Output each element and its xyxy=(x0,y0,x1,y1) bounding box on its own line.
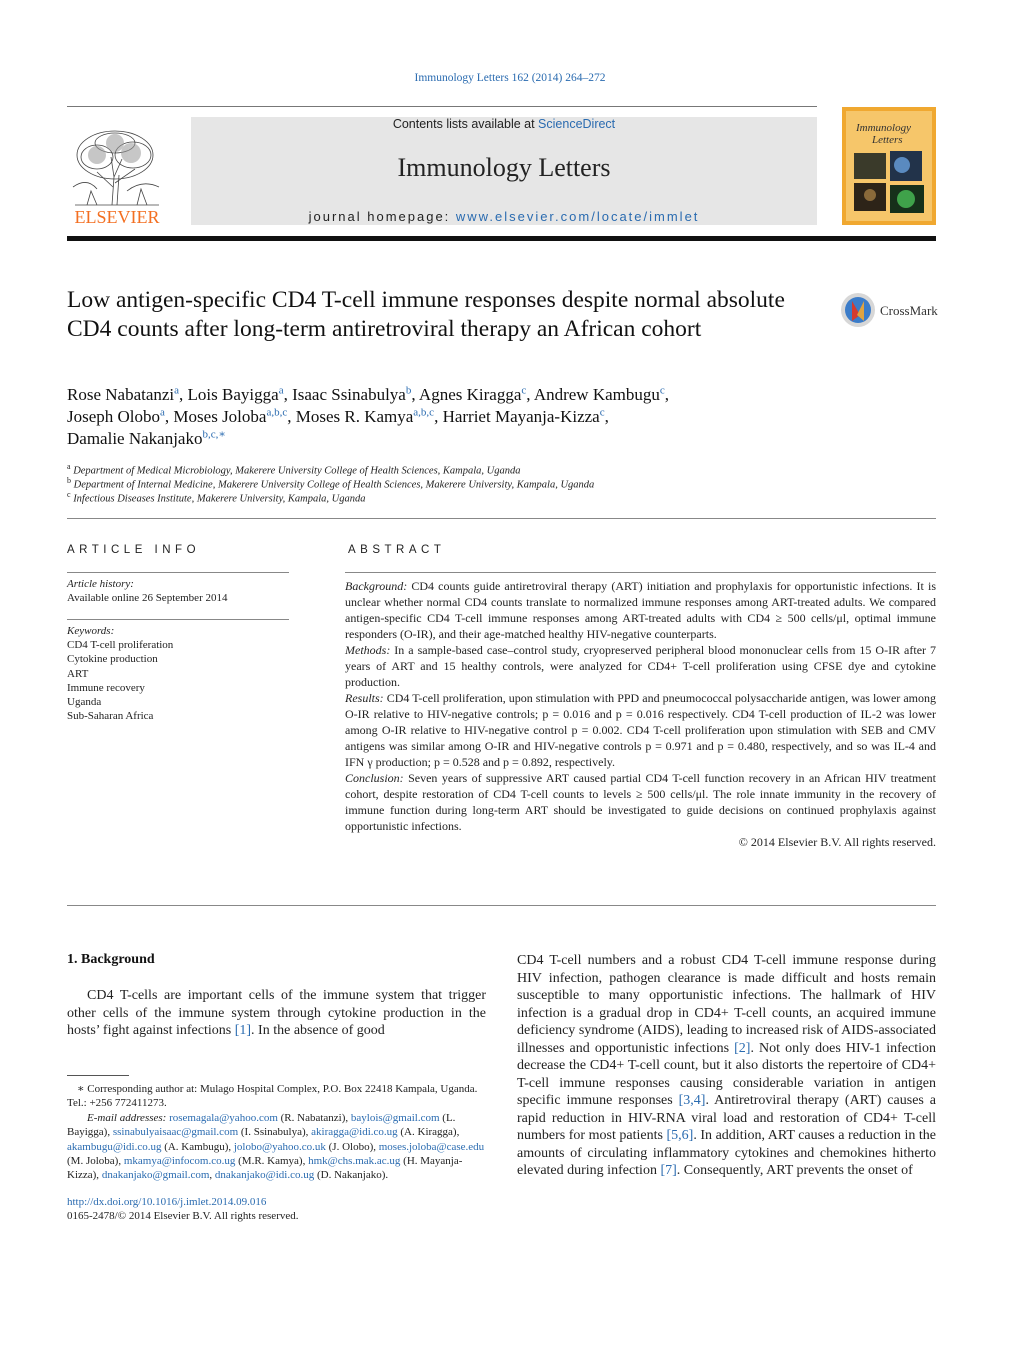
author-name: Joseph Olobo xyxy=(67,407,161,426)
keyword: Uganda xyxy=(67,696,102,709)
history-label: Article history: xyxy=(67,578,134,590)
email-link[interactable]: rosemagala@yahoo.com xyxy=(169,1111,278,1124)
contents-line xyxy=(191,117,817,131)
section-heading: 1. Background xyxy=(67,952,155,967)
email-label: E-mail addresses: xyxy=(87,1111,170,1124)
citation-link[interactable]: [1] xyxy=(234,1023,252,1038)
author-name: Harriet Mayanja-Kizza xyxy=(442,407,600,426)
email-link[interactable]: hmk@chs.mak.ac.ug xyxy=(308,1155,401,1168)
divider xyxy=(67,905,936,906)
crossmark-label: CrossMark xyxy=(880,303,938,318)
article-info-heading: ARTICLE INFO xyxy=(67,544,201,556)
author-affiliation-mark[interactable]: a,b,c xyxy=(266,406,288,419)
author-affiliation-mark[interactable]: a xyxy=(160,406,165,419)
citation-link[interactable]: [2] xyxy=(734,1040,751,1056)
header-thick-rule xyxy=(67,236,936,241)
author-affiliation-mark[interactable]: a xyxy=(174,384,180,397)
svg-text:Letters: Letters xyxy=(872,134,903,146)
footnote-rule xyxy=(67,1075,129,1076)
email-link[interactable]: akiragga@idi.co.ug xyxy=(311,1126,398,1139)
author-name: Rose Nabatanzi xyxy=(67,385,175,404)
journal-title: Immunology Letters xyxy=(397,153,611,182)
keywords-list xyxy=(67,638,173,724)
email-link[interactable]: jolobo@yahoo.co.uk xyxy=(233,1140,326,1153)
body-right-column xyxy=(517,952,936,1180)
svg-text:Immunology: Immunology xyxy=(856,122,911,134)
email-addresses: E-mail addresses: rosemagala@yahoo.com (R. Nabatanzi), baylois@gmail.com (L. Bayigga), ssinabulyaisaac@gmail.com (I. Ssinabulya), akiragga@idi.co.ug (A. Kiragga), akambugu@idi.co.ug (A. Kambugu), jolobo@yahoo.co.uk (J. Olobo), moses.joloba@case.edu (M. Joloba), mkamya@infocom.co.ug (M.R. Kamya), hmk@chs.mak.ac.ug (H. Mayanja-Kizza), dnakanjako@gmail.com, dnakanjako@idi.co.ug (D. Nakanjako). xyxy=(67,1111,485,1182)
abstract-heading: ABSTRACT xyxy=(348,544,446,556)
article-title: Low antigen-specific CD4 T-cell immune responses despite normal absolute CD4 counts after long-term antiretroviral therapy an African cohort xyxy=(67,287,785,342)
author-list: Rose Nabatanzi$^a$, Lois Bayigga$^a$, Isaac Ssinabulya$^b$, Agnes Kiragga$^c$, Andrew Kambugu$^c$, Joseph Olobo$^a$, Moses Joloba$^{a,b,c}$, Moses R. Kamya$^{a,b,c}$, Harriet Mayanja-Kizza$^c$, Damalie Nakanjako$^{b,c,∗}$ xyxy=(67,384,670,448)
issn-line: 0165-2478/© 2014 Elsevier B.V. All rights reserved. xyxy=(67,1210,299,1223)
history-value: Available online 26 September 2014 xyxy=(67,592,228,604)
abstract-methods: Methods: In a sample-based case–control study, cryopreserved peripheral blood mononuclear cells from 15 O-IR after 7 years of ART and 15 healthy controls, were analyzed for CD4+ T-cell proliferation using CFSE dye and cytokine production. xyxy=(345,643,936,689)
author-affiliation-mark[interactable]: a,b,c xyxy=(413,406,435,419)
sciencedirect-link[interactable]: ScienceDirect xyxy=(538,117,616,131)
divider xyxy=(67,572,289,573)
email-link[interactable]: akambugu@idi.co.ug xyxy=(67,1140,162,1153)
elsevier-logo xyxy=(67,117,167,227)
abstract-background: Background: CD4 counts guide antiretroviral therapy (ART) initiation and prophylaxis for opportunistic infections. It is unclear whether normal CD4 counts translate to normalized immune responses among ART-treated adults. We compared antigen-specific CD4 T-cell immune responses among ART-treated adults with CD4 ≥ 500 cells/μl, optimal immune responders (O-IR), and their age-matched healthy HIV-negative counterparts. xyxy=(345,579,936,641)
email-link[interactable]: moses.joloba@case.edu xyxy=(378,1140,485,1153)
abstract-conclusion: Conclusion: Seven years of suppressive ART caused partial CD4 T-cell function recovery in an African HIV treatment cohort, despite restoration of CD4 T-cell counts to levels ≥ 500 cells/μl. The role innate immunity in the recovery of immune function during long-term ART should be investigated to guide decisions on continued prophylaxis against opportunistic infections. xyxy=(345,771,936,833)
body-left-column xyxy=(67,987,486,1040)
divider xyxy=(67,518,936,519)
citation-link[interactable]: [5,6] xyxy=(666,1128,694,1143)
author-affiliation-mark[interactable]: a xyxy=(278,384,284,397)
keyword: CD4 T-cell proliferation xyxy=(67,639,174,651)
citation-link[interactable]: [3,4] xyxy=(678,1093,706,1108)
affiliation-a: $^a$ Department of Medical Microbiology, Makerere University College of Health Sciences, Kampala, Uganda xyxy=(67,462,521,477)
contents-prefix: Contents lists available at xyxy=(392,117,539,131)
header-rule xyxy=(67,106,817,107)
body-paragraph: CD4 T-cell numbers and a robust CD4 T-cell immune response during HIV infection, pathogen clearance is made difficult and hosts remain susceptible to many opportunistic infections. The hallmark of HIV infection is a gradual drop in CD4+ T-cell counts, an acquired immune deficiency syndrome (AIDS), leading to increased risk of AIDS-associated illnesses and opportunistic infections [2]. Not only does HIV-1 infection decrease the CD4+ T-cell count, but it also distorts the repertoire of CD4+ T-cell immune responses causing considerable variation in antigen specific immune responses [3,4]. Antiretroviral therapy (ART) causes a rapid reduction in HIV-RNA viral load and restoration of CD4+ T-cell numbers for most patients [5,6]. In addition, ART causes a reduction in the amounts of circulating inflammatory cytokines and chemokines hitherto elevated during infection [7]. Consequently, ART prevents the onset of xyxy=(517,953,936,1178)
abstract-results: Results: CD4 T-cell proliferation, upon stimulation with PPD and pneumococcal polysaccharide antigen, was lower among O-IR relative to HIV-negative controls; p = 0.016 and p = 0.016 respectively. CD4 T-cell production of IL-2 was lower among O-IR relative to HIV-negative control p = 0.002. CD4 T-cell proliferation upon stimulation with SEB and CMV antigens was similar among O-IR and HIV-negative controls p = 0.971 and p = 0.480, respectively, and so was IL-4 and IFN γ production; p = 0.528 and p = 0.892, respectively. xyxy=(345,691,936,769)
email-link[interactable]: mkamya@infocom.co.ug xyxy=(123,1155,236,1168)
keyword: Cytokine production xyxy=(67,653,158,666)
author-name: Agnes Kiragga xyxy=(418,385,522,404)
divider xyxy=(67,619,289,620)
body-paragraph: CD4 T-cells are important cells of the immune system that trigger other cells of the immune system through cytokine production in the hosts’ fight against infections [1]. In the absence of good xyxy=(67,988,486,1038)
keywords-label: Keywords: xyxy=(67,625,115,637)
journal-citation[interactable]: Immunology Letters 162 (2014) 264–272 xyxy=(414,72,606,84)
affiliation-c: $^c$ Infectious Diseases Institute, Makerere University, Kampala, Uganda xyxy=(67,490,366,505)
homepage-link[interactable]: www.elsevier.com/locate/immlet xyxy=(455,209,700,224)
affiliation-b: $^b$ Department of Internal Medicine, Makerere University College of Health Sciences, Makerere University, Kampala, Uganda xyxy=(67,476,595,491)
author-name: Isaac Ssinabulya xyxy=(292,385,406,404)
author-name: Moses R. Kamya xyxy=(295,407,414,426)
keyword: Sub-Saharan Africa xyxy=(67,710,154,723)
email-link[interactable]: dnakanjako@gmail.com xyxy=(101,1169,210,1182)
journal-cover-image xyxy=(842,107,936,225)
email-link[interactable]: dnakanjako@idi.co.ug xyxy=(214,1169,315,1182)
divider xyxy=(345,572,936,573)
author-affiliation-mark[interactable]: c xyxy=(521,384,527,397)
abstract-copyright: © 2014 Elsevier B.V. All rights reserved. xyxy=(738,835,936,849)
author-affiliation-mark[interactable]: c xyxy=(599,406,605,419)
email-link[interactable]: ssinabulyaisaac@gmail.com xyxy=(112,1126,239,1139)
elsevier-logo-text: ELSEVIER xyxy=(74,207,160,227)
crossmark-badge[interactable] xyxy=(840,291,940,331)
footnotes xyxy=(67,1082,486,1224)
homepage-line xyxy=(191,209,817,224)
author-affiliation-mark[interactable]: b xyxy=(405,384,412,397)
keyword: Immune recovery xyxy=(67,681,145,694)
abstract-body xyxy=(345,578,936,850)
email-link[interactable]: baylois@gmail.com xyxy=(350,1111,440,1124)
doi-link[interactable]: http://dx.doi.org/10.1016/j.imlet.2014.09.016 xyxy=(67,1195,267,1208)
author-affiliation-mark[interactable]: b,c,∗ xyxy=(202,428,226,441)
author-name: Moses Joloba xyxy=(173,407,267,426)
citation-link[interactable]: [7] xyxy=(660,1163,677,1178)
corresponding-author-note: ∗ Corresponding author at: Mulago Hospital Complex, P.O. Box 22418 Kampala, Uganda. Tel.: +256 772411273. xyxy=(67,1083,478,1110)
author-affiliation-mark[interactable]: c xyxy=(659,384,665,397)
homepage-prefix: journal homepage: xyxy=(308,209,456,224)
author-name: Damalie Nakanjako xyxy=(67,429,203,448)
author-name: Lois Bayigga xyxy=(187,385,279,404)
keyword: ART xyxy=(67,667,89,680)
author-name: Andrew Kambugu xyxy=(533,385,660,404)
